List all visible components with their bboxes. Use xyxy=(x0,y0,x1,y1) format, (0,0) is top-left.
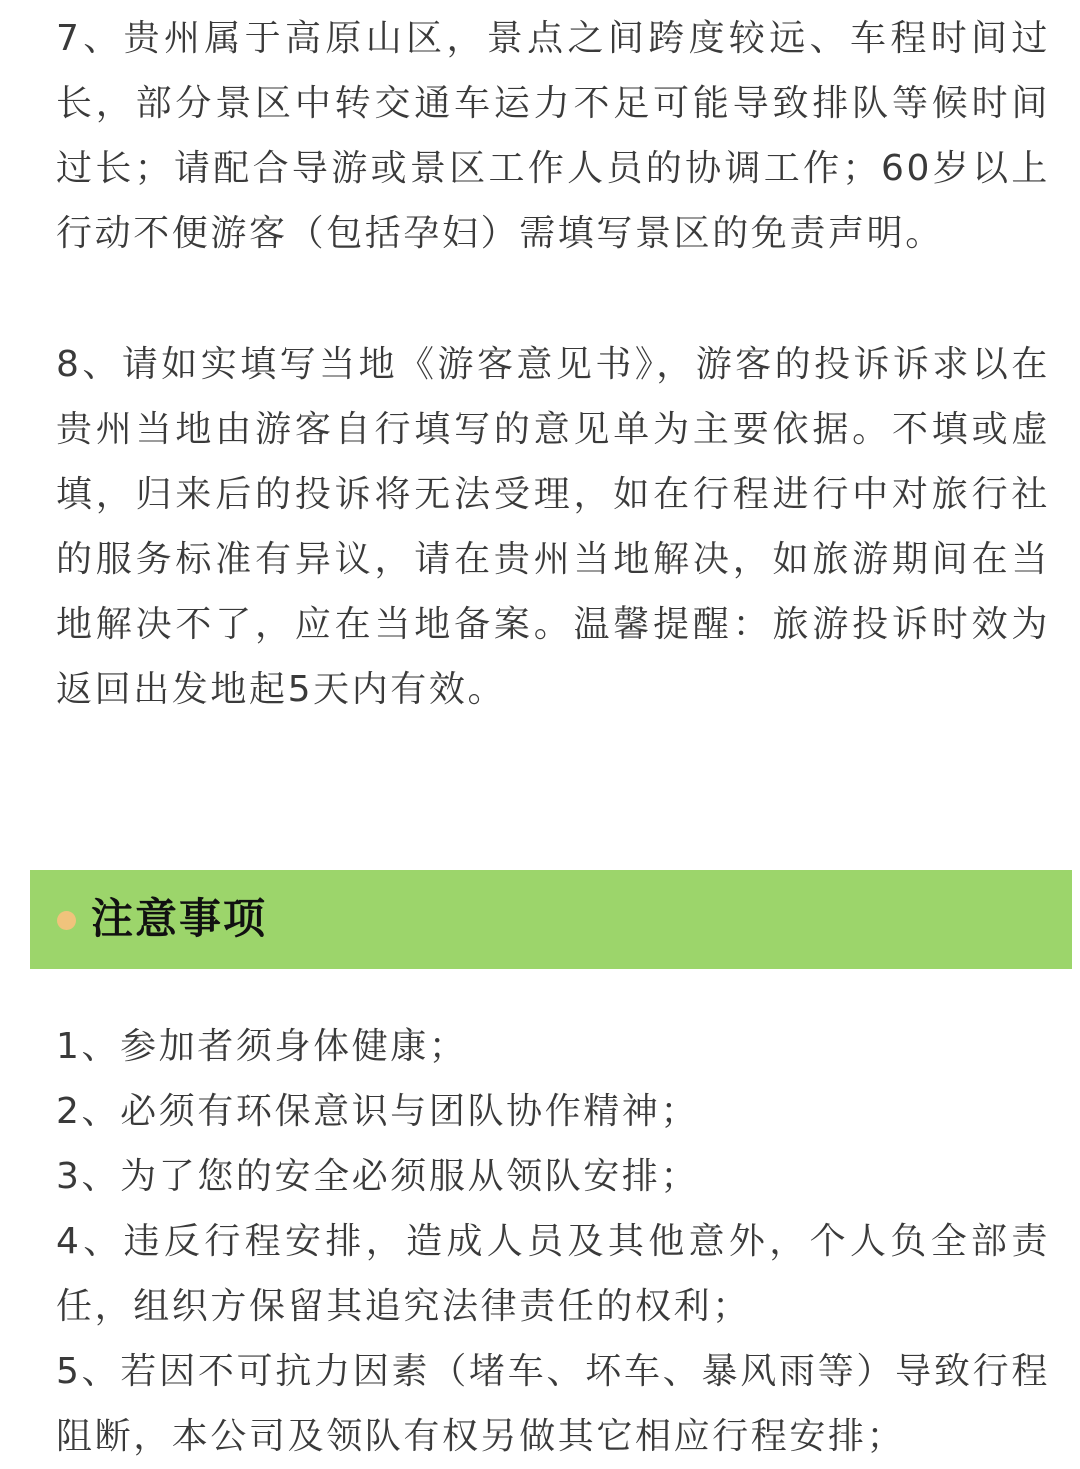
note-item-2: 2、必须有环保意识与团队协作精神； xyxy=(56,1091,700,1132)
section-header-banner xyxy=(30,870,1072,969)
note-item-4: 4、违反行程安排，造成人员及其他意外，个人负全部责任，组织方保留其追究法律责任的权利； xyxy=(56,1221,1050,1327)
note-item-3: 3、为了您的安全必须服从领队安排； xyxy=(56,1156,700,1197)
notes-list xyxy=(56,1014,1050,1469)
note-item-5: 5、若因不可抗力因素（堵车、坏车、暴风雨等）导致行程阻断，本公司及领队有权另做其它相应行程安排； xyxy=(56,1351,1050,1457)
section-title: 注意事项 xyxy=(91,894,268,943)
paragraph-item-8: 8、请如实填写当地《游客意见书》，游客的投诉诉求以在贵州当地由游客自行填写的意见单为主要依据。不填或虚填，归来后的投诉将无法受理，如在行程进行中对旅行社的服务标准有异议，请在贵州当地解决，如旅游期间在当地解决不了，应在当地备案。温馨提醒：旅游投诉时效为返回出发地起5天内有效。 xyxy=(56,344,1050,710)
paragraph-item-7: 7、贵州属于高原山区，景点之间跨度较远、车程时间过长，部分景区中转交通车运力不足可能导致排队等候时间过长；请配合导游或景区工作人员的协调工作；60岁以上行动不便游客（包括孕妇）需填写景区的免责声明。 xyxy=(56,18,1050,254)
note-item-1: 1、参加者须身体健康； xyxy=(56,1026,468,1067)
bullet-dot-icon xyxy=(57,911,76,930)
